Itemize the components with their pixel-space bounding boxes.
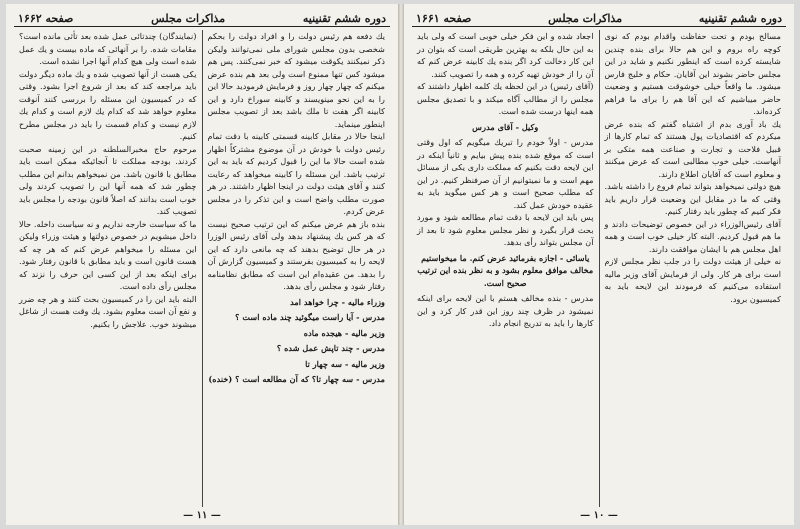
paragraph: اجعاد شده و این فکر خیلی خوبی است که ولی باید به این حال بلکه به بهترین طریقی است که بتوان در این کار دخالت کرد اگر بنده یك کابینه عرض کنم که آن را از خودش تهیه کرده و همه را تصویب کنند. (417, 31, 594, 79)
text-column-left (412, 30, 599, 507)
paragraph: مسالح بودم و تحت حفاظت واقدام بودم که نوی کوچه راه بروم و این هم حالا برای بنده چندین شایسته کرده است که اینطور نکنیم و شاید در این مجلس حاضر بشوند این آقایان. حکام و خلیج فارس میشود. ما واقعاً خیلی خوشوقت هستیم و وضعیت حاضر میباشیم که این آقا هم را برای ما فراهم کرده‌اند. (604, 31, 781, 116)
page-header (412, 10, 786, 27)
text-column-right (600, 30, 787, 507)
dialog-line: وزیر مالیه - هیجده ماده (303, 327, 385, 338)
session-label: دوره ششم تقنینیه (302, 11, 386, 25)
paragraph: ما که سیاست خارجه نداریم و نه سیاست داخله. حالا داخل میشویم در خصوص دولتها و هیئت وزراء ولیکن این مسئله را میخواهم عرض کنم که هر چه که هست قانون است و باید مطابق با قانون رفتار شود. برای اینکه بعد از این کسی این حرف را نزند که مجلس رأی داده است. (19, 218, 197, 291)
paragraph: یك دفعه هم رئیس دولت را و افراد دولت را بحکم شخصی بدون مجلس شورای ملی نمی‌توانند ولیکن ذکر نمیکنند یکوقت میشود که خبر نمی‌کنند. پس هم میشود کس تنها ممنوع است ولی بعد هم بنده عرض میکنم که چهار چهار روز و فرمایش فرمودید حالا این را به این نحو مینویسند و کابینه سوراخ دارد و این کابینه اگر هفت تا ملك باشد بعد از تصویب مجلس اینطور مینماید. (207, 31, 385, 129)
paragraph: بنده باز هم عرض میکنم که این ترتیب صحیح نیست که هر کس یك پیشنهاد بدهد ولی آقای رئیس الوزرا در هر حال توضیح بدهند که چه مانعی دارد که این لایحه را به کمیسیون بفرستند و کمیسیون گزارش آن را بدهد. من عقیده‌ام این است که مطابق نظامنامه رفتار شود و مجلس رأی بدهد. (207, 218, 385, 291)
session-label: دوره ششم تقنینیه (698, 11, 782, 25)
paragraph: آقای رئیس‌الوزراء در این خصوص توضیحات دادند و ما هم قبول کردیم. البته کار خیلی خوب است و همه اهل مجلس هم با ایشان موافقت دارند. (604, 218, 781, 254)
text-column-right (203, 30, 391, 507)
text-column-left (14, 30, 202, 507)
left-page (6, 4, 398, 525)
paragraph: مدرس - بنده مخالف هستم با این لایحه برای اینکه نمیشود در ظرف چند روز این قدر کار کرد و این کارها را باید به تدریج انجام داد. (417, 293, 594, 328)
paragraph: مرحوم حاج مخبرالسلطنه در این زمینه صحبت کردند. بودجه مملکت تا آنجائیکه ممکن است باید مطابق با قانون باشد. من نمیخواهم بدانم این مطلب چطور شد که همه آنها این را تصویب کردند ولی خوب است بدانند که اصلاً قانون بودجه را مجلس باید تصویب کند. (19, 143, 197, 216)
page-folio: — ۱۰ — (580, 510, 618, 521)
speaker-heading: یاسائی - اجازه بفرمائید عرض کنم. ما میخواستیم مخالف موافق معلوم بشود و به نظر بنده این ترتیب صحیح است. (417, 252, 594, 288)
paragraph: اینجا حالا در مقابل کابینه قسمتی کابینه با دقت تمام رئیس دولت با خودش در آن موضوع مشترکاً اظهار شده است حالا ما این را قبول کردیم که باید به این ترتیب باشد. این مسئله را کابینه میخواهد که رعایت کنند و آقای هیئت دولت در اینجا اظهار داشتند. در هر صورت مطلب واضح است و این تذکر را در مجلس عرض کردم. (207, 131, 385, 216)
paragraph: (نمایندگان) چندتائی عمل شده بعد تأثی مانده است؟ مقامات شده. را بر آنهائی که ماده بیست و یك عمل شده است ولی هیچ کدام آنها اجرا نشده است. (19, 31, 197, 66)
dialog-line: مدرس - آیا راست میگوئید چند ماده است ؟ (235, 312, 385, 322)
paragraph: هیچ دولتی نمیخواهد بتواند تمام فروع را داشته باشد. وقتی که ما در مقابل این وضعیت قرار داریم باید فکر کنیم که چطور باید رفتار کنیم. (604, 181, 781, 216)
journal-title: مذاکرات مجلس (548, 11, 623, 25)
paragraph: یکی هست از آنها تصویب شده و یك ماده دیگر دولت باید مراجعه کند که بعد از شروع اجرا بشود. وقتی که در کمیسیون این مسئله را بررسی کنند آنوقت معلوم خواهد شد که کدام یك لازم است و کدام یك لازم نیست و کدام قسمت را باید در مجلس مطرح کنیم. (19, 68, 197, 141)
paragraph: (آقای رئیس) در این لحظه یك کلمه اظهار داشتند که مجلس را از مطالب آگاه میکند و با تصدیق مجلس همه اینها درست شده است. (417, 81, 594, 116)
book-spread (6, 4, 794, 525)
page-number-label: صفحه ۱۶۶۱ (416, 11, 472, 25)
columns (412, 30, 786, 507)
journal-title: مذاکرات مجلس (151, 11, 226, 25)
paragraph: مدرس - اولاً خودم را تبریك میگویم که اول وقتی است که موقع شده بنده پیش بیایم و ثانیاً اینکه در این لایحه دقت بکنیم که مملکت داری یکی از مسائل مهم است و ما نمیتوانیم از آن صرفنظر کنیم. در این که مطلب صحیح است و هر کس میگوید باید به عقیده خودش عمل کند. (417, 137, 594, 210)
paragraph: نه خیلی از هیئت دولت را در جلب نظر مجلس لازم است برای هر کار. ولی از فرمایش آقای وزیر مالیه استفاده می‌کنیم که فرمودند این لایحه باید به کمیسیون برود. (604, 256, 781, 304)
page-number-label: صفحه ۱۶۶۲ (18, 11, 74, 25)
dialog-line: مدرس - سه چهار تا؟ که آن مطالعه است ؟ (خنده) (208, 374, 385, 384)
paragraph: البته باید این را در کمیسیون بحث کنند و هر چه ضرر و نفع آن است معلوم بشود. یك وقت هست از شاغل میشوند خوب. علاجش را بکنیم. (19, 293, 197, 329)
page-header (14, 10, 390, 27)
dialog-line: مدرس - چند تاپش عمل شده ؟ (276, 343, 385, 353)
dialog-line: وزیر مالیه - سه چهار تا (305, 358, 385, 369)
page-folio: — ۱۱ — (183, 510, 221, 521)
paragraph: پس باید این لایحه با دقت تمام مطالعه شود و مورد بحث قرار بگیرد و نظر مجلس معلوم شود تا بعد از آن مجلس بتواند رأی بدهد. (417, 212, 594, 247)
dialog-line: وزراء مالیه - چرا خواهد امد (290, 296, 385, 307)
columns (14, 30, 390, 507)
speaker-heading: وکیل - آقای مدرس (472, 121, 539, 132)
paragraph: یك باد آوری بدم از اشتباه گفتم که بنده عرض میکردم که اقتصادیات پول هستند که تمام کارها از قبیل فلاحت و تجارت و صناعت همه متکی بر آنهاست. خیلی خوب مطالبی است که عرض میکنند و معلوم است که آقایان اطلاع دارند. (604, 118, 781, 179)
right-page (404, 4, 794, 525)
